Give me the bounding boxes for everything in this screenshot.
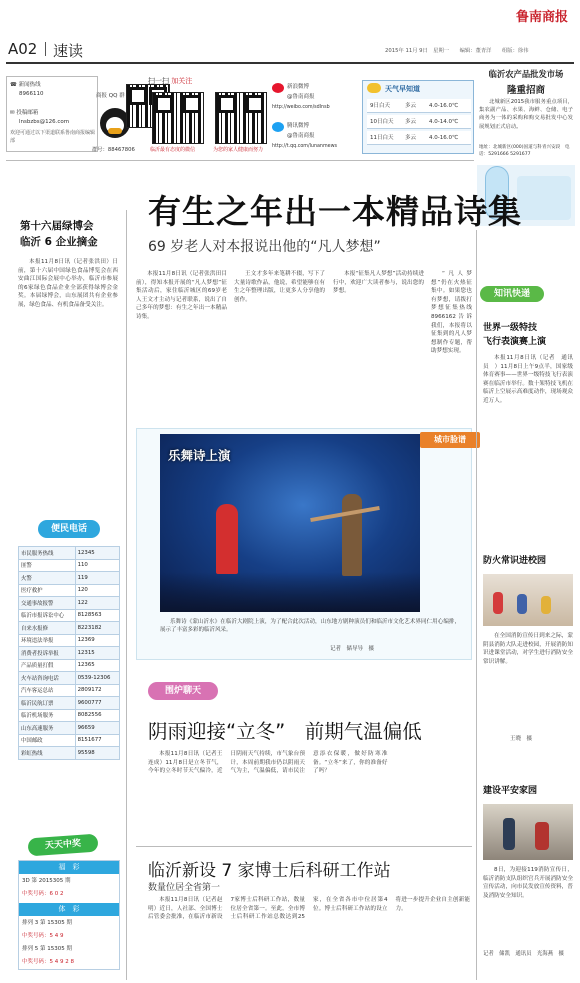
weather-title: 天气早知道 [385,85,420,93]
photo-credit: 记者 储导导 摄 [330,646,375,652]
scan-label: 扫一扫 加关注 [148,77,193,85]
main-article-col-3: 本报“征集凡人梦想”活动持续进行中，欢迎广大读者参与，说出您的梦想。 [333,271,424,295]
left-col-divider [126,210,127,980]
tencent-label: 腾讯微博 [287,123,310,129]
phone-number: 9600777 [75,697,119,710]
phone-row [19,722,120,735]
tencent-name: @鲁南商报 [287,133,315,139]
green-expo-headline-2: 临沂 6 企业摘金 [20,236,98,248]
weather-row: 9日白天 多云 4.0-16.0℃ [367,99,471,113]
phone-service-name: 临沂民航订票 [19,697,76,710]
phone-number: 2809172 [75,684,119,697]
phone-number: 119 [75,572,119,585]
phone-row [19,659,120,672]
phone-service-name: 山东高速服务 [19,722,76,735]
phone-service-name: 市民服务热线 [19,547,76,560]
phone-number: 120 [75,584,119,597]
safe-home-credit: 记者 储凯 通讯员 光海燕 摄 [483,951,564,957]
phone-number: 8151677 [75,734,119,747]
phone-row [19,597,120,610]
weather-story-body: 本报11月8日讯（记者王连成）11月8日是立冬节气，今年的立冬时节天气偏冷，近日阴雨天气持续，市气象台预计，本周前期我市仍以阴雨天气为主，气温偏低，请市民注意添衣保暖，做好防寒准备。“立冬”来了，你的准备好了吗？ [148,751,388,775]
qr2-caption: 为您的家人健康而努力 [213,147,264,153]
contact-box [6,76,98,152]
wechat-qr-code [152,92,204,144]
hotline-label: ☎ 新闻热线 [10,82,41,88]
phone-row [19,634,120,647]
weather-box [362,80,474,154]
phone-number: 8128563 [75,609,119,622]
green-expo-body: 本报11月8日讯（记者张洪田）日前，第十六届中国绿色食品博览会在西安曲江国际会展中心举办，临沂市参展的6家绿色食品企业全部获得绿博会金奖。本届绿博会，山东展团共有企业参展，绿色食品、有机食品备受关注。 [18,259,118,308]
safe-home-photo [483,804,573,860]
qq-group-number: 群号：88467806 [92,147,135,153]
phone-row [19,647,120,660]
phone-number: 110 [75,559,119,572]
section-rule [136,846,472,847]
welfare-lottery-header: 福 彩 [19,861,119,874]
qq-label: 商报 QQ 群 [96,93,125,99]
green-expo-headline-1: 第十六届绿博会 [20,220,94,232]
convenience-phone-table [18,546,120,760]
phone-service-name: 临沂机场服务 [19,709,76,722]
phone-row [19,672,120,685]
lottery-box [18,860,120,970]
lottery-line: 3D 第 2015305 期 [22,878,71,884]
right-col-divider [476,230,477,980]
sina-url[interactable]: http://weibo.com/sdlnsb [272,105,330,110]
phone-service-name: 产品质量打假 [19,659,76,672]
air-show-body: 本报11月8日讯（记者 通讯员 ）11月8日上午9点半，国家级体育赛事——世界一级特技飞行表演赛在临沂市举行。数十架特技飞机在临沂上空展示高难度动作，现场观众近万人。 [483,355,573,404]
air-show-headline-2: 飞行表演赛上演 [483,337,547,347]
phone-service-name: 交通事故报警 [19,597,76,610]
phone-row [19,684,120,697]
main-article-col-1: 本报11月8日讯（记者张洪田目前），得知本报开展的“凡人梦想”征集活动后，家住临沂城区的69岁老人王文才主动与记者联系，说出了自己多年的梦想：有生之年出一本精品诗集。 [136,271,227,320]
phone-row [19,559,120,572]
convenience-phone-tag: 便民电话 [38,520,100,538]
sina-weibo-icon [272,83,284,93]
dancer-figure [216,504,238,574]
lottery-line: 排列 5 第 15305 期 [22,946,72,952]
air-show-headline-1: 世界一级特技 [483,323,538,333]
postdoc-headline: 临沂新设 7 家博士后科研工作站 [148,861,391,881]
ad-body: 北城新区2015我市服务重点项目，集农副产品、水果、海鲜、仓储、电子商务为一体的采购和购交易批发中心发展规划正式启动。 [479,99,573,130]
hotline-number: 8966110 [19,91,44,97]
safe-home-body: 8日，为迎接119消防宣传日，临沂消防支队组织官兵开展消防安全宣传活动，向市民发放宣传资料，普及消防安全知识。 [483,867,573,899]
header-rule [6,62,574,64]
phone-number: 12369 [75,634,119,647]
main-subheadline: 69 岁老人对本报说出他的“凡人梦想” [148,239,381,255]
lottery-line: 中奖号码：6 0 2 [22,891,64,897]
issue-date: 2015年 11月 9日 星期一 编辑：董青洋 组版：徐伟 [385,48,529,54]
fire-safety-credit: 王晓 摄 [510,736,533,742]
phone-service-name: 彩虹热线 [19,747,76,760]
phone-number: 12345 [75,547,119,560]
phone-number: 8082556 [75,709,119,722]
section-name: 速读 [53,42,84,60]
main-article-col-4: “凡人梦想”仍在火热征集中。如果您也有梦想，请拨打梦想征集热线8966162告诉我们，本报将以征集到的凡人梦想制作专题，帮助梦想实现。 [431,271,472,355]
qr1-caption: 临沂最有态度的微信 [150,147,196,153]
fire-safety-photo [483,574,573,626]
safe-home-headline: 建设平安家园 [483,786,538,796]
chat-tag: 围炉聊天 [148,682,218,700]
sina-label: 新浪微博 [287,84,310,90]
phone-row [19,572,120,585]
ad-contact: 地址：北城新区(000)国道与科青兴安段 电话：5291666 5291677 [479,145,570,157]
phone-icon: ☎ [10,82,17,88]
lottery-line: 中奖号码：5 4 9 2 8 [22,959,74,965]
main-article-col-2: 王文才多年来笔耕不辍，写下了大量诗歌作品，他说，希望能够在有生之年整理出版，让更多人分享他的创作。 [234,271,325,303]
email-label: ✉ 投稿邮箱 [10,110,39,116]
photo-title: 乐舞诗上演 [168,448,231,463]
phone-row [19,622,120,635]
phone-service-name: 汽车客运总站 [19,684,76,697]
phone-service-name: 环境违法举报 [19,634,76,647]
weather-row: 11日白天 多云 4.0-16.0℃ [367,131,471,145]
sports-lottery-header: 体 彩 [19,903,119,916]
main-headline: 有生之年出一本精品诗集 [148,192,522,231]
phone-number: 12365 [75,659,119,672]
email-address: lnsbzbs@126.com [19,119,70,125]
phone-row [19,584,120,597]
tencent-weibo-icon [272,122,284,132]
phone-service-name: 火警 [19,572,76,585]
postdoc-body: 本报11月8日讯（记者赵明）近日，人社部、全国博士后管委会批准，在临沂市新设7家博士后科研工作站，数量位居全省第一。至此，全市博士后科研工作站总数达到25家，在全省各市中位居第4位。博士后科研工作站的设立将进一步提升企业自主创新能力。 [148,897,470,921]
phone-service-name: 自来水报修 [19,622,76,635]
phone-row [19,547,120,560]
lottery-tag: 天天中奖 [27,834,98,857]
phone-number: 95598 [75,747,119,760]
topbar-rule [6,160,474,161]
phone-service-name: 医疗救护 [19,584,76,597]
phone-row [19,734,120,747]
fire-safety-body: 在全国消防宣传日到来之际，蒙阴县消防大队走进校园，开展消防知识进课堂活动，对学生进行消防安全常识讲解。 [483,633,573,665]
phone-number: 96659 [75,722,119,735]
mail-icon: ✉ [10,110,15,116]
weibo-box [272,78,352,156]
city-tag: 城市脸谱 [420,432,480,448]
phone-number: 122 [75,597,119,610]
phone-number: 0539-12306 [75,672,119,685]
phone-service-name: 临沂市报诉讼中心 [19,609,76,622]
phone-row [19,747,120,760]
lottery-line: 排列 3 第 15305 期 [22,920,72,926]
section-divider [45,42,46,56]
phone-number: 8223182 [75,622,119,635]
fire-safety-headline: 防火常识进校园 [483,556,547,566]
phone-row [19,609,120,622]
masthead-logo: 鲁南商报 [515,10,568,25]
lottery-line: 中奖号码：5 4 9 [22,933,64,939]
ad-illustration [517,176,571,220]
health-qr-code [215,92,267,144]
phone-row [19,709,120,722]
knowledge-tag: 知讯快递 [480,286,544,302]
contact-note: 欢迎可通过以下渠道联系鲁南商报编辑部 [10,130,96,144]
phone-row [19,697,120,710]
ad-title-1: 临沂农产品批发市场 [488,69,564,79]
weather-icon [367,83,381,93]
weather-row: 10日白天 多云 4.0-14.0℃ [367,115,471,129]
phone-service-name: 消费者投诉举报 [19,647,76,660]
photo-caption: 乐舞诗《蒙山沂水》在临沂大剧院上演，为了配合此次活动，山东地方剧种演员们和临沂市文化艺术界同仁用心编排，展示了丰富多彩的临沂风采。 [160,619,460,634]
postdoc-subheadline: 数量位居全省第一 [148,883,221,893]
weather-story-headline: 阴雨迎接“立冬” 前期气温偏低 [148,720,422,743]
dancer-figure [342,494,362,576]
phone-service-name: 中国邮政 [19,734,76,747]
page-number: A02 [8,40,38,58]
ad-title-2: 隆重招商 [506,85,545,96]
phone-service-name: 火车站咨询电话 [19,672,76,685]
tencent-url[interactable]: http://t.qq.com/lunanmews [272,144,338,149]
phone-number: 12315 [75,647,119,660]
sina-name: @鲁南商报 [287,94,315,100]
phone-service-name: 匪警 [19,559,76,572]
